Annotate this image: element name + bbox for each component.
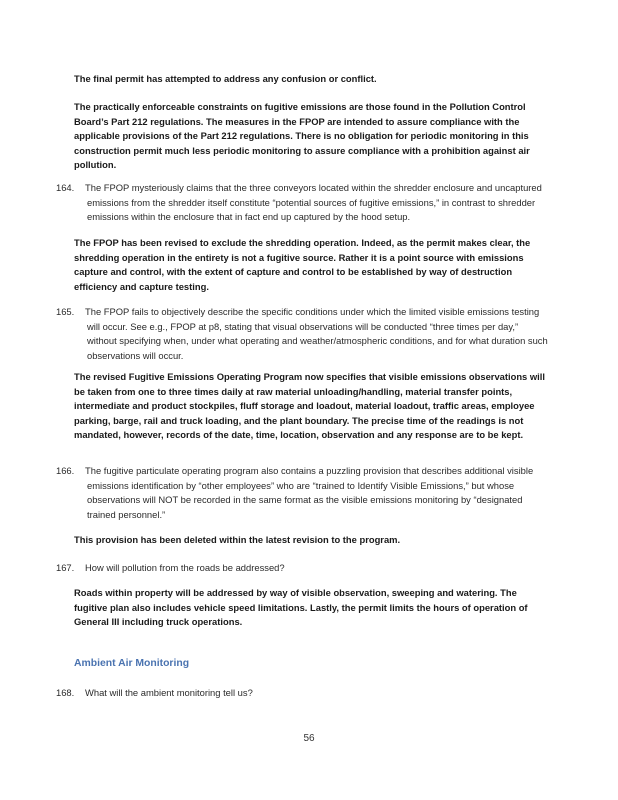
- question-text: The FPOP fails to objectively describe the specific conditions under which the limited visible emissions testing will occur. See e.g., FPOP at p8, stating that visual observations will be conducted “three times per day,” without specifying when, under what operating and weather/atmospheric conditions, and for what duration such observations will occur.: [85, 306, 548, 361]
- page-number: 56: [303, 733, 315, 744]
- question-text: The FPOP mysteriously claims that the three conveyors located within the shredder enclosure and uncaptured emissions from the shredder itself constitute “potential sources of fugitive emissions,” in contrast to shredder emissions within the enclosure that in fact end up captured by the hood setup.: [85, 182, 542, 223]
- question-text: The fugitive particulate operating program also contains a puzzling provision that describes additional visible emissions identification by “other employees” who are “trained to Identify Visible Emissions,” but whose observations will NOT be recorded in the same format as the visible emissions monitoring by “designated trained personnel.”: [85, 465, 534, 520]
- question-number: 167.: [56, 562, 75, 573]
- question-number: 164.: [56, 182, 75, 193]
- question-number: 165.: [56, 306, 75, 317]
- question-text: What will the ambient monitoring tell us?: [85, 687, 253, 698]
- section-heading: Ambient Air Monitoring: [74, 658, 190, 669]
- response-paragraph-part212: The practically enforceable constraints on fugitive emissions are those found in the Pollution Control Board’s Part 212 regulations. The measures in the FPOP are intended to assure compliance with the applicable provisions of the Part 212 regulations. There is no obligation for periodic monitoring in this construction permit much less periodic monitoring to assure compliance with a prohibition against air pollution.: [74, 101, 530, 171]
- question-165: [56, 305, 548, 363]
- question-text: How will pollution from the roads be addressed?: [85, 562, 285, 573]
- response-166: This provision has been deleted within the latest revision to the program.: [74, 534, 401, 545]
- response-167: Roads within property will be addressed by way of visible observation, sweeping and watering. The fugitive plan also includes vehicle speed limitations. Lastly, the permit limits the hours of operation of General III including truck operations.: [74, 587, 528, 628]
- response-164: The FPOP has been revised to exclude the shredding operation. Indeed, as the permit makes clear, the shredding operation in the entirety is not a fugitive source. Rather it is a point source with emissions capture and control, with the extent of capture and control to be established by way of destruction efficiency and capture testing.: [74, 237, 531, 292]
- response-paragraph-intro: The final permit has attempted to address any confusion or conflict.: [74, 73, 377, 84]
- question-168: [56, 686, 548, 701]
- question-166: [56, 464, 548, 522]
- question-164: [56, 181, 548, 225]
- response-165: The revised Fugitive Emissions Operating Program now specifies that visible emissions observations will be taken from one to three times daily at raw material unloading/handling, material transfer points, intermediate and product stockpiles, fluff storage and loadout, material loadout, traffic areas, employee parking, barge, rail and truck loading, and the plant boundary. The precise time of the readings is not mandated, however, records of the date, time, location, observation and any response are to be kept.: [74, 371, 545, 441]
- question-number: 168.: [56, 687, 75, 698]
- question-167: [56, 561, 548, 576]
- question-number: 166.: [56, 465, 75, 476]
